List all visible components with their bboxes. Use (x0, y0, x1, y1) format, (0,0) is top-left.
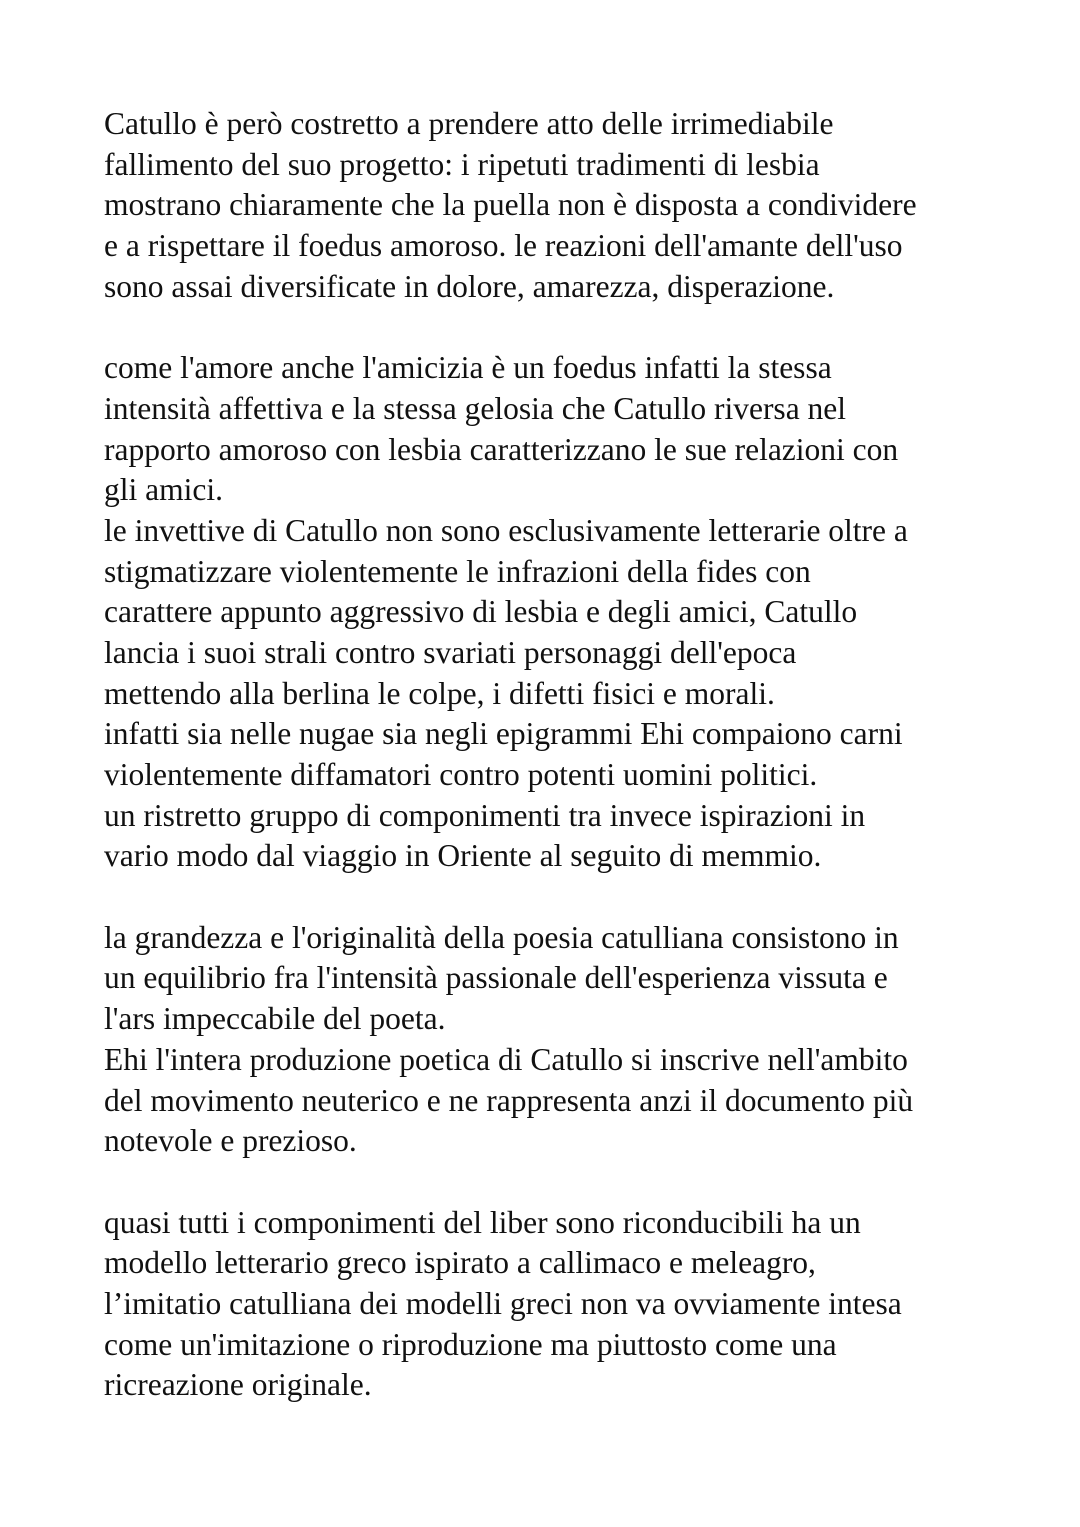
text-line: vario modo dal viaggio in Oriente al seguito di memmio. (104, 838, 822, 874)
text-line: un ristretto gruppo di componimenti tra invece ispirazioni in (104, 797, 866, 833)
text-line: rapporto amoroso con lesbia caratterizzano le sue relazioni con (104, 431, 899, 467)
text-line: l’imitatio catulliana dei modelli greci non va ovviamente intesa (104, 1285, 902, 1321)
text-line: lancia i suoi strali contro svariati personaggi dell'epoca (104, 634, 797, 670)
paragraph-gap (104, 1162, 1004, 1203)
paragraph-4 (104, 1203, 1004, 1406)
text-line: gli amici. (104, 472, 223, 508)
text-line: intensità affettiva e la stessa gelosia che Catullo riversa nel (104, 390, 847, 426)
text-line: Ehi l'intera produzione poetica di Catullo si inscrive nell'ambito (104, 1041, 908, 1077)
paragraph-gap (104, 307, 1004, 348)
text-line: carattere appunto aggressivo di lesbia e degli amici, Catullo (104, 594, 858, 630)
paragraph-2 (104, 348, 1004, 877)
text-line: violentemente diffamatori contro potenti uomini politici. (104, 757, 818, 792)
text-line: l'ars impeccabile del poeta. (104, 1001, 446, 1037)
text-line: Catullo è però costretto a prendere atto delle irrimediabile (104, 106, 834, 141)
paragraph-1 (104, 104, 1004, 307)
text-line: sono assai diversificate in dolore, amarezza, disperazione. (104, 268, 835, 304)
text-line: quasi tutti i componimenti del liber sono riconducibili ha un (104, 1204, 861, 1240)
text-line: come un'imitazione o riproduzione ma piuttosto come una (104, 1326, 837, 1362)
paragraph-gap (104, 877, 1004, 918)
text-line: e a rispettare il foedus amoroso. le reazioni dell'amante dell'uso (104, 228, 903, 264)
text-line: stigmatizzare violentemente le infrazioni della fides con (104, 553, 811, 589)
text-line: come l'amore anche l'amicizia è un foedus infatti la stessa (104, 350, 832, 386)
text-line: un equilibrio fra l'intensità passionale dell'esperienza vissuta e (104, 960, 888, 996)
text-line: le invettive di Catullo non sono esclusivamente letterarie oltre a (104, 512, 908, 548)
text-line: fallimento del suo progetto: i ripetuti tradimenti di lesbia (104, 146, 820, 182)
text-line: ricreazione originale. (104, 1367, 372, 1403)
text-line: modello letterario greco ispirato a callimaco e meleagro, (104, 1245, 816, 1281)
document-body (104, 104, 1004, 1406)
text-line: infatti sia nelle nugae sia negli epigrammi Ehi compaiono carni (104, 716, 903, 752)
text-line: mettendo alla berlina le colpe, i difetti fisici e morali. (104, 675, 775, 711)
text-line: del movimento neuterico e ne rappresenta anzi il documento più (104, 1082, 914, 1118)
text-line: la grandezza e l'originalità della poesia catulliana consistono in (104, 919, 899, 955)
text-line: mostrano chiaramente che la puella non è disposta a condividere (104, 187, 917, 223)
paragraph-3 (104, 918, 1004, 1162)
text-line: notevole e prezioso. (104, 1123, 357, 1159)
